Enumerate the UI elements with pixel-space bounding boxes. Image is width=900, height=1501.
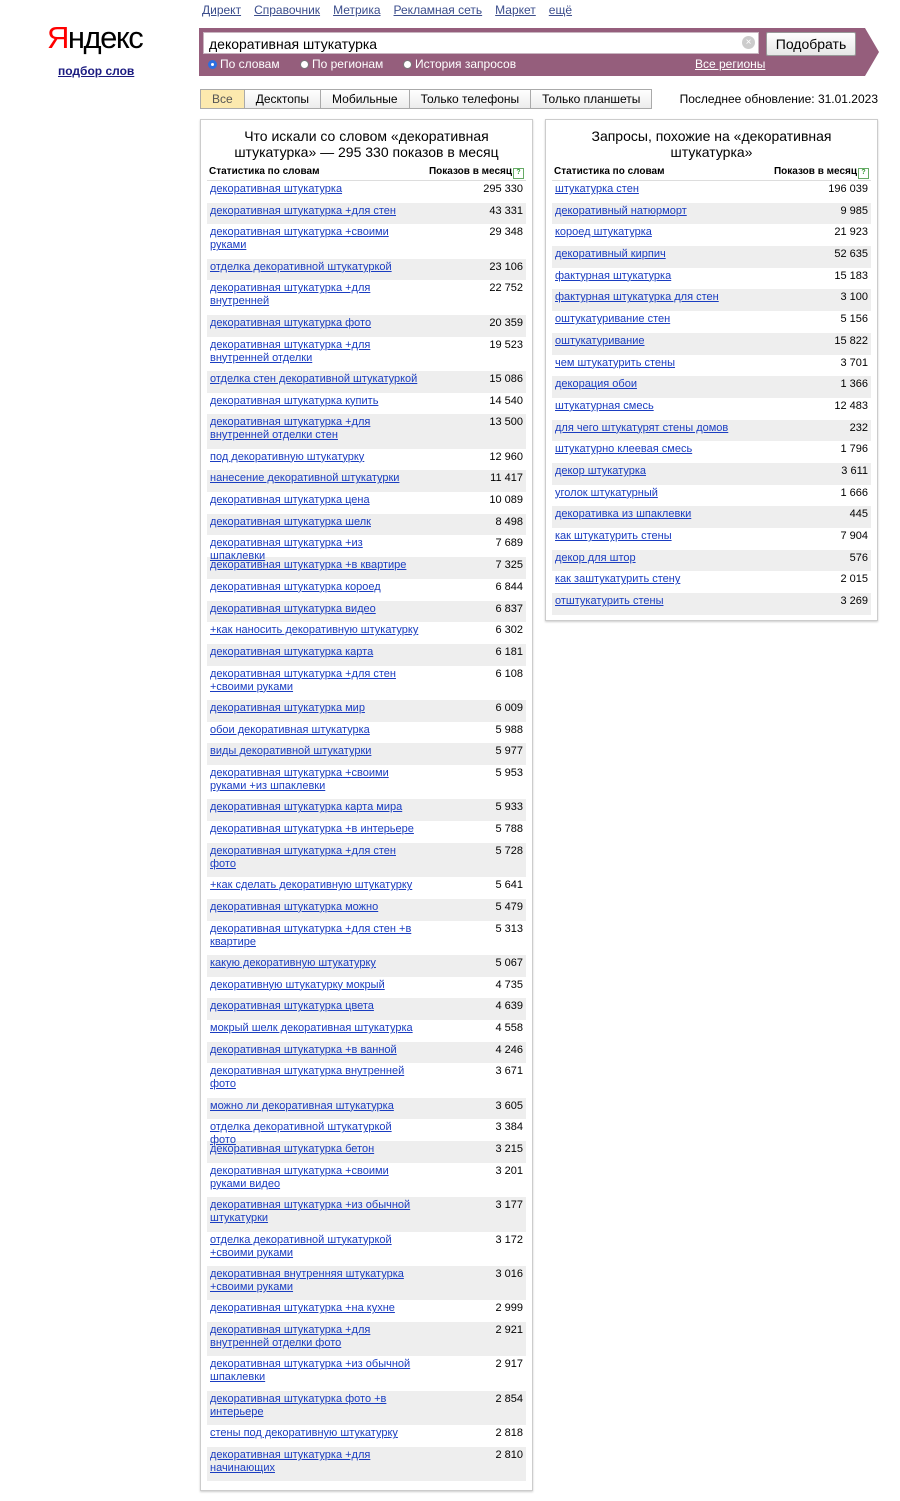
shows-count: 576 (849, 551, 868, 564)
table-row (207, 998, 526, 1020)
shows-count: 2 917 (495, 1358, 523, 1371)
keyword-link[interactable]: декоративная штукатурка цена (210, 494, 370, 507)
table-row (207, 535, 526, 563)
table-row (207, 1119, 526, 1147)
keyword-link[interactable]: мокрый шелк декоративная штукатурка (210, 1022, 413, 1034)
shows-count: 12 483 (834, 399, 868, 412)
shows-count: 6 108 (495, 667, 523, 680)
shows-count: 2 818 (495, 1427, 523, 1440)
submit-button[interactable]: Подобрать (766, 32, 856, 56)
keyword-link[interactable]: декоративная штукатурка бетон (210, 1143, 375, 1156)
table-row (207, 1356, 526, 1390)
col-words-header: Статистика по словам (554, 166, 665, 177)
shows-count: 232 (849, 421, 868, 434)
keyword-link[interactable]: декорация обои (555, 378, 637, 391)
shows-count: 29 348 (489, 226, 523, 239)
keyword-link[interactable]: декоративная штукатурка видео (210, 602, 376, 615)
all-regions-link[interactable]: Все регионы (695, 57, 766, 71)
keyword-link[interactable]: виды декоративной штукатурки (210, 745, 372, 758)
shows-count: 3 611 (841, 464, 868, 477)
shows-count: 5 156 (840, 313, 868, 326)
keyword-link[interactable]: декоративная внутренняя штукатурка +своими руками (210, 1268, 404, 1293)
shows-count: 7 904 (840, 530, 868, 542)
keyword-link[interactable]: декоративная штукатурка шелк (210, 515, 371, 528)
shows-count: 3 100 (840, 291, 868, 304)
shows-count: 3 201 (495, 1164, 523, 1177)
words-table (207, 180, 526, 1481)
device-tabs (200, 89, 652, 109)
words-panel-title: Что искали со словом «декоративная штукатурка» — 295 330 показов в месяц (234, 128, 499, 160)
table-row (207, 1141, 526, 1163)
table-row (552, 289, 871, 311)
service-link[interactable]: Справочник (254, 3, 321, 17)
similar-panel-title: Запросы, похожие на «декоративная штукатурка» (591, 128, 832, 160)
table-row (207, 666, 526, 700)
table-row (552, 355, 871, 377)
table-row (207, 492, 526, 514)
shows-count: 11 417 (490, 472, 523, 485)
mode-by-regions-radio[interactable]: По регионам (300, 57, 383, 71)
shows-count: 5 788 (495, 823, 523, 836)
shows-count: 2 999 (495, 1302, 523, 1315)
wordstat-link[interactable]: подбор слов (58, 64, 135, 78)
shows-count: 196 039 (828, 183, 868, 195)
table-row (207, 921, 526, 955)
keyword-link[interactable]: декоративная штукатурка +для внутренней (210, 282, 371, 308)
table-row (207, 821, 526, 843)
shows-count: 2 810 (495, 1448, 523, 1461)
shows-count: 15 086 (489, 372, 523, 385)
service-link[interactable]: Метрика (333, 3, 381, 17)
shows-count: 1 796 (840, 443, 868, 456)
device-tab[interactable]: Десктопы (245, 90, 321, 108)
keyword-link[interactable]: стены под декоративную штукатурку (210, 1427, 398, 1440)
table-row (207, 371, 526, 393)
mode-by-words-radio[interactable]: По словам (208, 57, 280, 71)
table-row (552, 203, 871, 225)
shows-count: 3 016 (495, 1268, 523, 1280)
keyword-link[interactable]: декоративная штукатурка +своими руками видео (210, 1164, 389, 1190)
keyword-link[interactable]: декоративная штукатурка +своими руками (210, 226, 389, 252)
keyword-link[interactable]: декоративная штукатурка короед (210, 580, 381, 593)
table-row (207, 181, 526, 203)
keyword-link[interactable]: фактурная штукатурка (555, 269, 672, 282)
table-row (552, 311, 871, 333)
shows-count: 2 854 (495, 1392, 523, 1405)
table-row (207, 1098, 526, 1120)
shows-count: 5 067 (495, 956, 523, 969)
shows-count: 445 (849, 508, 868, 521)
keyword-link[interactable]: декор для штор (555, 551, 636, 564)
shows-count: 20 359 (489, 316, 523, 329)
last-updated: Последнее обновление: 31.01.2023 (679, 92, 878, 106)
shows-count: 7 689 (495, 537, 523, 550)
table-row (207, 1232, 526, 1266)
table-row (207, 722, 526, 744)
shows-count: 3 215 (495, 1143, 523, 1156)
help-icon[interactable]: ? (513, 168, 524, 179)
table-row (552, 593, 871, 615)
table-row (552, 268, 871, 290)
keyword-link[interactable]: декоративная штукатурка +из обычной штукатурки (210, 1199, 411, 1225)
keyword-link[interactable]: штукатурка стен (555, 183, 639, 195)
table-row (207, 315, 526, 337)
shows-count: 8 498 (495, 515, 523, 528)
keyword-link[interactable]: какую декоративную штукатурку (210, 956, 376, 969)
keyword-link[interactable]: декоративная штукатурка мир (210, 701, 365, 714)
col-shows-header: Показов в месяц ? (429, 166, 524, 180)
shows-count: 52 635 (834, 248, 868, 261)
shows-count: 5 953 (495, 767, 523, 780)
yandex-logo[interactable]: Яндекс (47, 20, 143, 55)
device-tab[interactable]: Только телефоны (410, 90, 532, 108)
keyword-link[interactable]: декоративная штукатурка можно (210, 900, 379, 913)
table-row (207, 622, 526, 644)
keyword-link[interactable]: штукатурная смесь (555, 399, 654, 412)
radio-icon (300, 60, 309, 69)
table-row (552, 376, 871, 398)
device-tab[interactable]: Все (201, 90, 245, 108)
keyword-link[interactable]: уголок штукатурный (555, 486, 658, 499)
shows-count: 5 641 (495, 879, 523, 892)
service-link[interactable]: ещё (548, 3, 573, 17)
keyword-link[interactable]: декоративная штукатурка +в интерьере (210, 823, 414, 836)
shows-count: 5 988 (495, 723, 523, 736)
table-row (207, 1163, 526, 1197)
keyword-link[interactable]: декоративная штукатурка (210, 183, 343, 195)
table-row (207, 977, 526, 999)
shows-count: 4 639 (495, 1000, 523, 1013)
table-row (207, 644, 526, 666)
shows-count: 5 728 (495, 844, 523, 857)
service-link[interactable]: Рекламная сеть (393, 3, 483, 17)
col-shows-header: Показов в месяц ? (774, 166, 869, 180)
table-row (207, 1300, 526, 1322)
keyword-link[interactable]: декоративная штукатурка +для внутренней отделки стен (210, 416, 371, 442)
keyword-link[interactable]: декоративная штукатурка +для начинающих (210, 1448, 371, 1474)
shows-count: 5 313 (495, 922, 523, 935)
table-row (207, 1447, 526, 1481)
shows-count: 15 183 (834, 269, 868, 282)
keyword-link[interactable]: декор штукатурка (555, 464, 647, 477)
shows-count: 6 181 (495, 645, 523, 658)
table-row (552, 571, 871, 593)
shows-count: 13 500 (489, 416, 523, 429)
table-row (207, 449, 526, 471)
shows-count: 43 331 (489, 204, 523, 217)
words-table-header (209, 166, 524, 180)
table-row (552, 441, 871, 463)
similar-table (552, 180, 871, 615)
device-tab[interactable]: Мобильные (321, 90, 410, 108)
keyword-link[interactable]: +как сделать декоративную штукатурку (210, 879, 413, 892)
table-row (552, 420, 871, 442)
table-row (207, 1322, 526, 1356)
keyword-link[interactable]: декоративная штукатурка +в квартире (210, 559, 407, 572)
keyword-link[interactable]: декоративная штукатурка +из обычной шпаклевки (210, 1358, 411, 1384)
keyword-link[interactable]: декоративная штукатурка +для внутренней отделки фото (210, 1324, 371, 1350)
keyword-link[interactable]: отделка декоративной штукатуркой фото (210, 1121, 392, 1147)
shows-count: 14 540 (489, 394, 523, 407)
keyword-link[interactable]: можно ли декоративная штукатурка (210, 1099, 394, 1112)
table-row (207, 1063, 526, 1097)
shows-count: 9 985 (840, 204, 868, 217)
keyword-link[interactable]: декоративная штукатурка фото +в интерьере (210, 1392, 387, 1418)
keyword-link[interactable]: отделка декоративной штукатуркой (210, 260, 392, 273)
words-panel (200, 119, 533, 1491)
table-row (207, 1391, 526, 1425)
table-row (207, 1197, 526, 1231)
keyword-link[interactable]: декоративная штукатурка цвета (210, 1000, 374, 1013)
table-row (207, 203, 526, 225)
shows-count: 3 671 (495, 1065, 523, 1078)
keyword-link[interactable]: декоративка из шпаклевки (555, 508, 692, 521)
search-input[interactable]: декоративная штукатурка (203, 32, 759, 54)
keyword-link[interactable]: декоративный кирпич (555, 248, 666, 261)
device-tab[interactable]: Только планшеты (542, 92, 641, 106)
shows-count: 21 923 (834, 226, 868, 239)
table-row (552, 224, 871, 246)
keyword-link[interactable]: декоративная штукатурка +своими руками +из шпаклевки (210, 767, 389, 793)
search-band-arrow (865, 28, 879, 76)
table-row (207, 224, 526, 258)
table-row (207, 899, 526, 921)
keyword-link[interactable]: отделка стен декоративной штукатуркой (210, 372, 418, 385)
table-row (552, 181, 871, 203)
shows-count: 19 523 (489, 338, 523, 351)
shows-count: 3 269 (840, 595, 868, 608)
keyword-link[interactable]: нанесение декоративной штукатурки (210, 472, 400, 485)
keyword-link[interactable]: декоративная штукатурка +для стен фото (210, 844, 396, 870)
clear-icon[interactable]: × (742, 36, 755, 49)
table-row (207, 514, 526, 536)
keyword-link[interactable]: оштукатуривание стен (555, 313, 671, 326)
services-nav (202, 3, 585, 17)
shows-count: 4 735 (495, 978, 523, 991)
shows-count: 5 479 (495, 900, 523, 913)
shows-count: 3 605 (495, 1099, 523, 1112)
table-row (207, 1020, 526, 1042)
table-row (207, 579, 526, 601)
keyword-link[interactable]: декоративная штукатурка +для внутренней отделки (210, 338, 371, 364)
keyword-link[interactable]: как штукатурить стены (555, 530, 672, 542)
keyword-link[interactable]: декоративная штукатурка +в ванной (210, 1043, 397, 1056)
keyword-link[interactable]: декоративная штукатурка внутренней фото (210, 1065, 405, 1091)
shows-count: 295 330 (483, 183, 523, 195)
table-row (552, 398, 871, 420)
keyword-link[interactable]: фактурная штукатурка для стен (555, 291, 719, 304)
keyword-link[interactable]: под декоративную штукатурку (210, 450, 365, 463)
shows-count: 5 933 (495, 801, 523, 814)
keyword-link[interactable]: отштукатурить стены (555, 595, 664, 608)
similar-table-header (554, 166, 869, 180)
keyword-link[interactable]: декоративная штукатурка купить (210, 394, 379, 407)
table-row (552, 333, 871, 355)
keyword-link[interactable]: для чего штукатурят стены домов (555, 421, 729, 434)
keyword-link[interactable]: обои декоративная штукатурка (210, 723, 370, 736)
shows-count: 4 558 (495, 1022, 523, 1034)
shows-count: 2 921 (495, 1324, 523, 1337)
table-row (207, 393, 526, 415)
table-row (207, 601, 526, 623)
shows-count: 7 325 (495, 559, 523, 572)
table-row (207, 955, 526, 977)
table-row (207, 259, 526, 281)
keyword-link[interactable]: декоративная штукатурка +для стен (210, 204, 396, 217)
table-row (207, 743, 526, 765)
shows-count: 1 366 (840, 378, 868, 391)
keyword-link[interactable]: декоративная штукатурка карта (210, 645, 374, 658)
table-row (207, 877, 526, 899)
shows-count: 3 177 (495, 1199, 523, 1212)
table-row (207, 337, 526, 371)
keyword-link[interactable]: чем штукатурить стены (555, 356, 676, 369)
shows-count: 23 106 (489, 260, 523, 273)
keyword-link[interactable]: декоративная штукатурка +для стен +своими руками (210, 667, 396, 693)
shows-count: 22 752 (489, 282, 523, 295)
table-row (207, 1042, 526, 1064)
table-row (207, 843, 526, 877)
shows-count: 15 822 (834, 334, 868, 347)
service-link[interactable]: Маркет (495, 3, 536, 17)
keyword-link[interactable]: отделка декоративной штукатуркой +своими руками (210, 1233, 392, 1259)
keyword-link[interactable]: декоративную штукатурку мокрый (210, 978, 385, 991)
shows-count: 3 172 (495, 1233, 523, 1246)
table-row (552, 528, 871, 550)
keyword-link[interactable]: декоративная штукатурка фото (210, 316, 372, 329)
radio-icon (403, 60, 412, 69)
keyword-link[interactable]: оштукатуривание (555, 334, 645, 347)
keyword-link[interactable]: короед штукатурка (555, 226, 652, 239)
table-row (207, 765, 526, 799)
keyword-link[interactable]: декоративная штукатурка +на кухне (210, 1302, 395, 1315)
keyword-link[interactable]: декоративный натюрморт (555, 204, 687, 217)
table-row (207, 700, 526, 722)
mode-history-radio[interactable]: История запросов (403, 57, 516, 71)
shows-count: 2 015 (840, 573, 868, 586)
shows-count: 10 089 (489, 494, 523, 507)
table-row (207, 280, 526, 314)
help-icon[interactable]: ? (858, 168, 869, 179)
shows-count: 4 246 (495, 1043, 523, 1056)
keyword-link[interactable]: декоративная штукатурка +для стен +в квартире (210, 922, 412, 948)
keyword-link[interactable]: штукатурно клеевая смесь (555, 443, 693, 456)
keyword-link[interactable]: декоративная штукатурка +из шпаклевки (210, 537, 363, 563)
shows-count: 6 009 (495, 701, 523, 714)
keyword-link[interactable]: декоративная штукатурка карта мира (210, 801, 403, 814)
table-row (207, 799, 526, 821)
table-row (552, 506, 871, 528)
keyword-link[interactable]: как заштукатурить стену (555, 573, 681, 586)
shows-count: 3 384 (495, 1121, 523, 1134)
table-row (552, 246, 871, 268)
table-row (207, 1266, 526, 1300)
table-row (552, 550, 871, 572)
keyword-link[interactable]: +как наносить декоративную штукатурку (210, 624, 419, 637)
service-link[interactable]: Директ (202, 3, 242, 17)
shows-count: 1 666 (840, 486, 868, 499)
shows-count: 3 701 (840, 356, 868, 369)
table-row (207, 470, 526, 492)
shows-count: 6 844 (495, 580, 523, 593)
similar-panel (545, 119, 878, 621)
col-words-header: Статистика по словам (209, 166, 320, 177)
shows-count: 5 977 (495, 745, 523, 758)
shows-count: 6 302 (495, 624, 523, 637)
table-row (207, 557, 526, 579)
radio-icon (208, 60, 217, 69)
table-row (552, 463, 871, 485)
shows-count: 12 960 (489, 450, 523, 463)
table-row (552, 485, 871, 507)
shows-count: 6 837 (495, 602, 523, 615)
table-row (207, 414, 526, 448)
table-row (207, 1425, 526, 1447)
